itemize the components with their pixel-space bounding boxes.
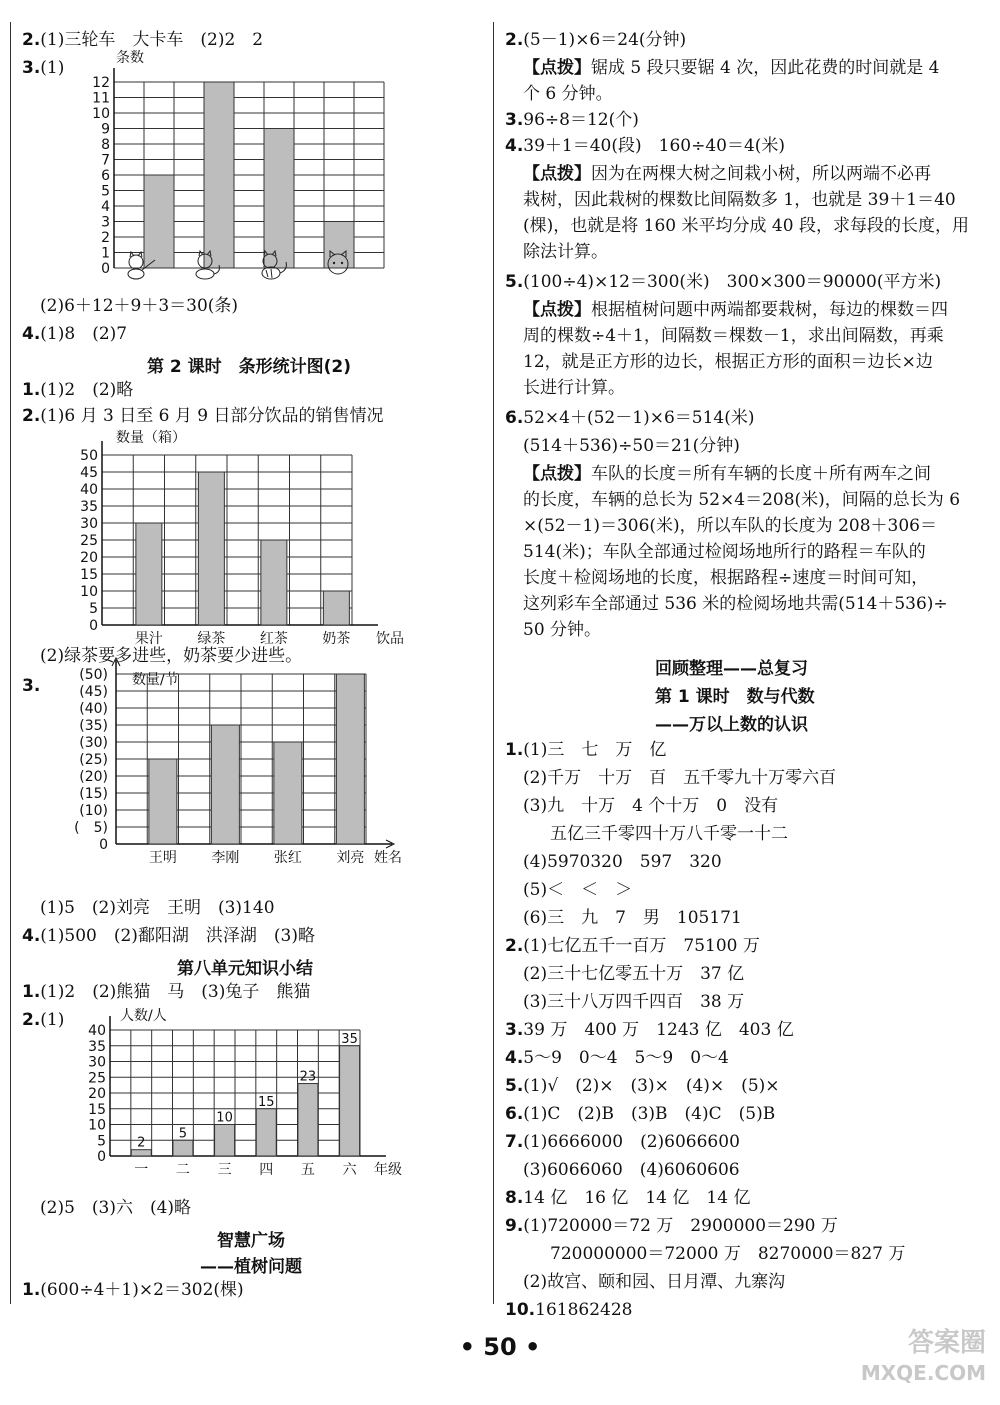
bar bbox=[274, 742, 302, 844]
y-tick-label: (35) bbox=[79, 718, 108, 734]
review-7a: 7.(1)6666000 (2)6066600 bbox=[505, 1132, 740, 1152]
y-tick-label: 0 bbox=[97, 1149, 106, 1165]
y-tick-label: 40 bbox=[88, 1023, 106, 1039]
review-lesson: 第 1 课时 数与代数 bbox=[655, 687, 815, 707]
y-tick-label: 10 bbox=[88, 1117, 106, 1134]
l2-answer-2: 2.(1)6 月 3 日至 6 月 9 日部分饮品的销售情况 bbox=[22, 406, 384, 426]
bar bbox=[261, 540, 287, 625]
bar bbox=[298, 1084, 318, 1156]
y-tick-label: 3 bbox=[101, 214, 110, 231]
wisdom-title: 智慧广场 bbox=[217, 1231, 285, 1251]
y-tick-label: (10) bbox=[79, 803, 108, 819]
chart1-sum: (2)6＋12＋9＋3＝30(条) bbox=[40, 296, 239, 316]
tip-4a: 【点拨】车队的长度＝所有车辆的长度＋所有两车之间 bbox=[523, 464, 931, 484]
x-tick-label: 王明 bbox=[148, 850, 177, 866]
bar bbox=[173, 1140, 193, 1156]
tip-4g: 50 分钟。 bbox=[523, 620, 602, 640]
y-tick-label: 50 bbox=[80, 448, 98, 464]
x-tick-label: 果汁 bbox=[134, 631, 163, 647]
x-tick-label: 四 bbox=[259, 1162, 274, 1178]
bar-data-label: 35 bbox=[341, 1031, 358, 1047]
x-tick-label: 二 bbox=[175, 1162, 190, 1178]
bar-data-label: 10 bbox=[216, 1110, 233, 1126]
review-6: 6.(1)C (2)B (3)B (4)C (5)B bbox=[505, 1104, 776, 1124]
y-tick-label: 9 bbox=[101, 121, 110, 138]
tip-4c: ×(52－1)＝306(米)，所以车队的长度为 208＋306＝ bbox=[523, 516, 937, 536]
y-tick-label: 1 bbox=[101, 245, 110, 262]
cat-sitting-icon bbox=[190, 250, 224, 280]
review-1d: 五亿三千零四十万八千零一十二 bbox=[550, 824, 788, 844]
watermark: 答案圈 MXQE.COM bbox=[860, 1328, 986, 1385]
l2-answer-2b: (2)绿茶要多进些，奶茶要少进些。 bbox=[40, 646, 303, 666]
x-tick-label: 奶茶 bbox=[322, 631, 351, 647]
y-tick-label: (15) bbox=[79, 786, 108, 802]
y-tick-label: 20 bbox=[80, 550, 98, 566]
bar-data-label: 15 bbox=[257, 1094, 275, 1110]
l2-answer-4: 4.(1)500 (2)鄱阳湖 洪泽湖 (3)略 bbox=[22, 926, 315, 946]
review-7b: (3)6066060 (4)6060606 bbox=[523, 1160, 740, 1180]
review-1b: (2)千万 十万 百 五千零九十万零六百 bbox=[523, 768, 837, 788]
y-tick-label: (25) bbox=[79, 752, 108, 768]
summary-answer-1: 1.(1)2 (2)熊猫 马 (3)兔子 熊猫 bbox=[22, 982, 311, 1002]
review-subtitle: ——万以上数的认识 bbox=[655, 715, 808, 735]
bar bbox=[256, 1109, 276, 1156]
l2-answer-3-number: 3. bbox=[22, 676, 41, 696]
bar-data-label: 2 bbox=[137, 1135, 146, 1151]
tip-1b: 个 6 分钟。 bbox=[523, 84, 613, 104]
summary-answer-2: 2.(1) bbox=[22, 1010, 65, 1030]
review-5: 5.(1)√ (2)× (3)× (4)× (5)× bbox=[505, 1076, 780, 1096]
review-8: 8.14 亿 16 亿 14 亿 14 亿 bbox=[505, 1188, 751, 1208]
answer-2: 2.(1)三轮车 大卡车 (2)2 2 bbox=[22, 30, 264, 50]
y-tick-label: 4 bbox=[101, 199, 110, 215]
review-1a: 1.(1)三 七 万 亿 bbox=[505, 740, 667, 760]
y-tick-label: 5 bbox=[101, 183, 110, 200]
review-2a: 2.(1)七亿五千一百万 75100 万 bbox=[505, 936, 760, 956]
y-tick-label: 15 bbox=[80, 567, 98, 583]
tip-2c: (棵)，也就是将 160 米平均分成 40 段，求每段的长度，用 bbox=[523, 216, 969, 236]
y-tick-label: 10 bbox=[80, 584, 98, 600]
review-9c: (2)故宫、颐和园、日月潭、九寨沟 bbox=[523, 1272, 786, 1292]
x-axis-label: 姓名 bbox=[374, 850, 402, 866]
chart-people-by-grade bbox=[60, 1010, 400, 1195]
y-axis-label: 数量（箱） bbox=[116, 430, 186, 446]
y-tick-label: 0 bbox=[99, 837, 108, 853]
y-axis-label: 条数 bbox=[116, 50, 144, 66]
review-title: 回顾整理——总复习 bbox=[655, 659, 808, 679]
cat-round-icon bbox=[322, 250, 356, 280]
y-tick-label: 2 bbox=[101, 230, 110, 246]
r-answer-3: 3.96÷8＝12(个) bbox=[505, 110, 639, 130]
r-answer-2: 2.(5－1)×6＝24(分钟) bbox=[505, 30, 687, 50]
y-tick-label: (50) bbox=[79, 667, 108, 683]
y-tick-label: 0 bbox=[101, 261, 110, 277]
y-tick-label: 35 bbox=[80, 499, 98, 515]
x-tick-label: 五 bbox=[300, 1162, 315, 1178]
bar bbox=[340, 1046, 360, 1156]
tip-4d: 514(米)；车队全部通过检阅场地所行的路程＝车队的 bbox=[523, 542, 926, 562]
x-tick-label: 绿茶 bbox=[197, 631, 226, 647]
y-tick-label: 5 bbox=[89, 601, 98, 617]
y-tick-label: 7 bbox=[101, 152, 110, 169]
tip-3d: 长进行计算。 bbox=[523, 378, 625, 398]
x-tick-label: 李刚 bbox=[211, 850, 240, 866]
r-answer-5: 5.(100÷4)×12＝300(米) 300×300＝90000(平方米) bbox=[505, 272, 942, 292]
column-divider bbox=[493, 22, 494, 1304]
y-tick-label: (40) bbox=[79, 701, 108, 717]
y-tick-label: (20) bbox=[79, 769, 108, 785]
y-tick-label: 45 bbox=[80, 465, 98, 481]
x-axis-label: 饮品 bbox=[376, 631, 404, 647]
bar-data-label: 5 bbox=[178, 1126, 188, 1142]
y-tick-label: 40 bbox=[80, 482, 98, 498]
x-tick-label: 三 bbox=[217, 1162, 232, 1178]
summary-answer-2b: (2)5 (3)六 (4)略 bbox=[40, 1198, 192, 1218]
y-tick-label: 6 bbox=[101, 168, 110, 184]
tip-4e: 长度＋检阅场地的长度，根据路程÷速度＝时间可知， bbox=[523, 568, 929, 588]
bar bbox=[136, 523, 162, 625]
review-3: 3.39 万 400 万 1243 亿 403 亿 bbox=[505, 1020, 794, 1040]
x-tick-label: 刘亮 bbox=[336, 850, 365, 866]
review-1e: (4)5970320 597 320 bbox=[523, 852, 722, 872]
r-answer-6b: (514＋536)÷50＝21(分钟) bbox=[523, 436, 740, 456]
page-number: • 50 • bbox=[459, 1333, 541, 1361]
review-10: 10.161862428 bbox=[505, 1300, 633, 1320]
l2-answer-1: 1.(1)2 (2)略 bbox=[22, 380, 134, 400]
y-tick-label: 12 bbox=[92, 75, 110, 91]
y-tick-label: 30 bbox=[88, 1054, 106, 1071]
left-margin-line bbox=[10, 22, 11, 1304]
y-tick-label: 0 bbox=[89, 618, 98, 634]
y-tick-label: 10 bbox=[92, 106, 110, 122]
x-axis-label: 年级 bbox=[374, 1162, 402, 1178]
review-4: 4.5～9 0～4 5～9 0～4 bbox=[505, 1048, 729, 1068]
y-tick-label: (45) bbox=[79, 684, 108, 700]
x-tick-label: 一 bbox=[134, 1162, 149, 1178]
tip-2a: 【点拨】因为在两棵大树之间栽小树，所以两端不必再 bbox=[523, 164, 931, 184]
wisdom-subtitle: ——植树问题 bbox=[200, 1257, 302, 1277]
review-9a: 9.(1)720000＝72 万 2900000＝290 万 bbox=[505, 1216, 838, 1236]
y-tick-label: (30) bbox=[79, 735, 108, 751]
y-tick-label: 35 bbox=[88, 1038, 106, 1055]
bar bbox=[336, 674, 364, 844]
cat-fishing-icon bbox=[122, 250, 156, 280]
x-tick-label: 六 bbox=[342, 1162, 357, 1178]
y-tick-label: 20 bbox=[88, 1086, 106, 1102]
chart-fish-count bbox=[72, 50, 392, 277]
review-1g: (6)三 九 7 男 105171 bbox=[523, 908, 742, 928]
tip-4b: 的长度，车辆的总长为 52×4＝208(米)，间隔的总长为 6 bbox=[523, 490, 961, 510]
review-1f: (5)＜ ＜ ＞ bbox=[523, 880, 633, 900]
bar bbox=[198, 472, 224, 625]
r-answer-6a: 6.52×4＋(52－1)×6＝514(米) bbox=[505, 408, 755, 428]
bar bbox=[264, 129, 294, 269]
bar-data-label: 23 bbox=[299, 1069, 317, 1085]
y-tick-label: 8 bbox=[101, 137, 110, 153]
y-tick-label: 15 bbox=[88, 1101, 106, 1118]
tip-3b: 周的棵数÷4＋1，间隔数＝棵数－1，求出间隔数，再乘 bbox=[523, 326, 944, 346]
lesson2-title: 第 2 课时 条形统计图(2) bbox=[147, 357, 352, 377]
y-tick-label: ( 5) bbox=[74, 820, 108, 836]
y-tick-label: 30 bbox=[80, 516, 98, 532]
tip-3a: 【点拨】根据植树问题中两端都要栽树，每边的棵数＝四 bbox=[523, 300, 948, 320]
cat-striped-icon bbox=[256, 250, 290, 280]
review-9b: 720000000＝72000 万 8270000＝827 万 bbox=[550, 1244, 906, 1264]
answer-3: 3.(1) bbox=[22, 58, 65, 78]
wisdom-answer-1: 1.(600÷4＋1)×2＝302(棵) bbox=[22, 1280, 244, 1300]
review-1c: (3)九 十万 4 个十万 0 没有 bbox=[523, 796, 779, 816]
chart-sections-by-name bbox=[36, 667, 402, 894]
y-axis-label: 数量/节 bbox=[132, 672, 179, 688]
bar bbox=[211, 725, 239, 844]
y-tick-label: 25 bbox=[80, 533, 98, 549]
x-tick-label: 张红 bbox=[273, 850, 302, 866]
y-axis-label: 人数/人 bbox=[120, 1008, 167, 1024]
summary-title: 第八单元知识小结 bbox=[177, 959, 313, 979]
tip-2b: 栽树，因此栽树的棵数比间隔数多 1，也就是 39＋1＝40 bbox=[523, 190, 956, 210]
l2-answer-3b: (1)5 (2)刘亮 王明 (3)140 bbox=[40, 898, 275, 918]
bar bbox=[204, 82, 234, 268]
bar bbox=[323, 591, 349, 625]
y-tick-label: 11 bbox=[92, 90, 110, 107]
answer-4: 4.(1)8 (2)7 bbox=[22, 324, 128, 344]
bar bbox=[215, 1125, 235, 1157]
y-tick-label: 25 bbox=[88, 1070, 106, 1087]
review-2c: (3)三十八万四千四百 38 万 bbox=[523, 992, 745, 1012]
x-tick-label: 红茶 bbox=[259, 631, 288, 647]
chart-drink-sales bbox=[60, 430, 404, 647]
r-answer-4: 4.39＋1＝40(段) 160÷40＝4(米) bbox=[505, 136, 786, 156]
tip-4f: 这列彩车全部通过 536 米的检阅场地共需(514＋536)÷ bbox=[523, 594, 948, 614]
y-tick-label: 5 bbox=[97, 1133, 106, 1150]
review-2b: (2)三十七亿零五十万 37 亿 bbox=[523, 964, 745, 984]
tip-3c: 12，就是正方形的边长，根据正方形的面积＝边长×边 bbox=[523, 352, 933, 372]
bar bbox=[149, 759, 177, 844]
tip-1a: 【点拨】锯成 5 段只要锯 4 次，因此花费的时间就是 4 bbox=[523, 58, 940, 78]
tip-2d: 除法计算。 bbox=[523, 242, 608, 262]
